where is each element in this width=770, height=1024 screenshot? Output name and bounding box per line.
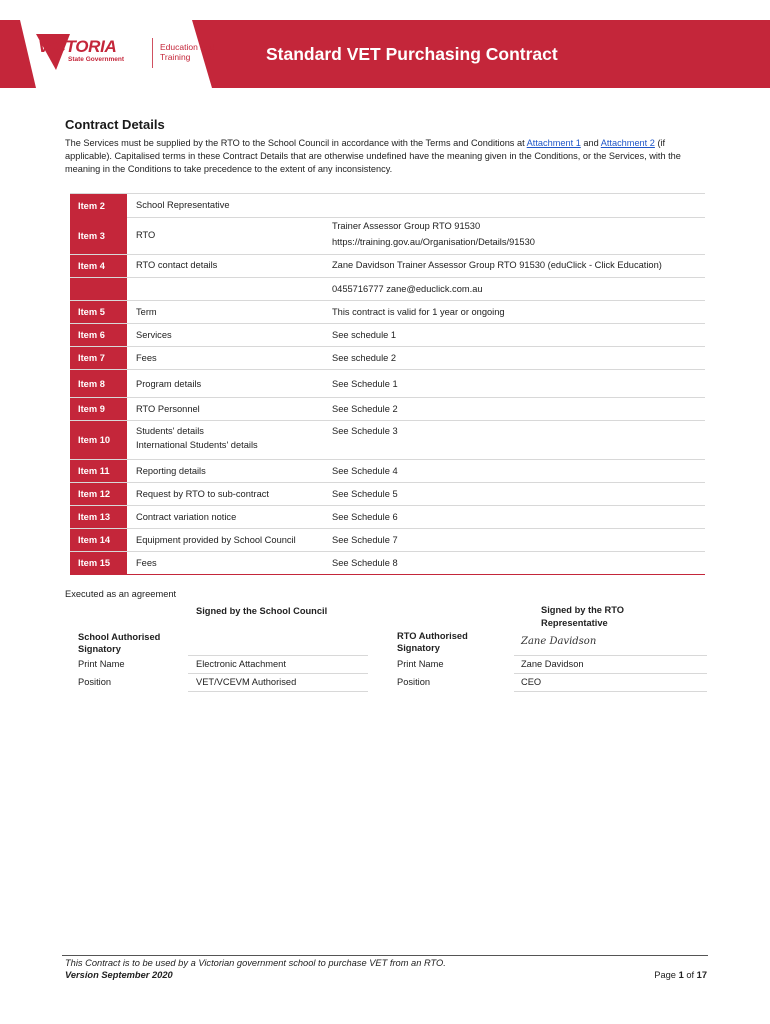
item-value-2: https://training.gov.au/Organisation/Details/91530 [332,237,535,247]
victoria-logo [36,34,216,74]
table-row [70,506,705,529]
print-name-label: Print Name [78,659,125,669]
table-row [70,483,705,506]
item-value: See Schedule 8 [332,558,398,568]
item-label: Services [136,330,172,340]
document-title: Standard VET Purchasing Contract [266,44,558,64]
item-number: Item 4 [70,255,127,277]
item-number: Item 13 [70,506,127,528]
school-print-name: Electronic Attachment [196,659,286,669]
table-row [70,421,705,460]
brand-divider [152,38,153,68]
item-label: Program details [136,379,202,389]
print-name-label: Print Name [397,659,444,669]
item-value: See schedule 1 [332,330,397,340]
item-value: See Schedule 5 [332,489,398,499]
attachment-2-link[interactable]: Attachment 2 [600,138,655,148]
table-row [70,529,705,552]
item-label: Students' details [136,426,204,436]
item-number: Item 3 [70,217,127,254]
table-row [70,193,705,218]
item-label: School Representative [136,200,230,210]
table-row [70,398,705,421]
item-label: Fees [136,558,157,568]
item-label: Request by RTO to sub-contract [136,489,269,499]
table-row [70,217,705,255]
table-row [70,324,705,347]
rto-signatory-label: RTO Authorised Signatory [397,631,468,653]
item-label-2: International Students' details [136,440,258,450]
rto-signature-heading: Signed by the RTO Representative [541,605,624,628]
item-label: RTO [136,230,156,240]
item-number: Item 8 [70,370,127,397]
table-row [70,460,705,483]
school-signature-heading: Signed by the School Council [196,606,328,616]
executed-statement: Executed as an agreement [65,589,177,599]
intro-text-1: The Services must be supplied by the RTO to the School Council in accordance with the Terms and Conditions at [65,138,527,148]
item-label: Reporting details [136,466,206,476]
table-row [70,370,705,398]
item-value: See Schedule 1 [332,379,398,389]
item-value: See Schedule 3 [332,426,398,436]
item-number: Item 14 [70,529,127,551]
item-label: Fees [136,353,157,363]
item-number: Item 12 [70,483,127,505]
divider [514,691,707,692]
brand-name: VICTORIA [38,37,117,56]
item-value: This contract is valid for 1 year or ongoing [332,307,505,317]
page-total: 17 [696,970,707,980]
school-signatory-label: School Authorised Signatory [78,632,161,654]
rto-position: CEO [521,677,542,687]
divider [514,673,707,674]
section-title: Contract Details [65,117,165,132]
divider [514,655,707,656]
item-value: See Schedule 7 [332,535,398,545]
item-number: Item 5 [70,301,127,323]
divider [188,655,368,656]
item-number: Item 6 [70,324,127,346]
item-label: Equipment provided by School Council [136,535,296,545]
brand-sub: State Government [68,56,124,63]
item-value: Trainer Assessor Group RTO 91530 [332,221,481,231]
item-value: See Schedule 6 [332,512,398,522]
table-row [70,301,705,324]
item-value: 0455716777 zane@educlick.com.au [332,284,483,294]
page-prefix: Page [654,970,679,980]
intro-text-3: (if applicable). Capitalised terms in these Contract Details that are otherwise undefined have the meaning given in the Conditions, or the Services, with the meaning in the Conditions to take precedence to the extent of any inconsistency. [65,138,681,174]
item-number: Item 9 [70,398,127,420]
item-label: RTO Personnel [136,404,200,414]
item-number: Item 15 [70,552,127,574]
item-number [70,278,127,300]
position-label: Position [78,677,112,687]
department-name: Education and Training [160,42,215,62]
school-position: VET/VCEVM Authorised [196,677,297,687]
page-of: of [683,970,697,980]
page-current: 1 [678,970,684,980]
divider [188,691,368,692]
item-value: Zane Davidson Trainer Assessor Group RTO 91530 (eduClick - Click Education) [332,260,662,270]
position-label: Position [397,677,431,687]
footer-rule [62,955,708,956]
table-row [70,278,705,301]
item-number: Item 11 [70,460,127,482]
page-header [0,20,770,88]
table-row [70,255,705,278]
footer-note: This Contract is to be used by a Victorian government school to purchase VET from an RTO. [65,958,446,968]
divider [188,673,368,674]
footer-version: Version September 2020 [65,970,173,980]
table-row [70,552,705,575]
rto-signature: Zane Davidson [521,636,597,647]
item-value: See schedule 2 [332,353,397,363]
page-number [654,970,707,980]
intro-text-2: and [580,138,601,148]
item-number: Item 2 [70,194,127,217]
item-label: Contract variation notice [136,512,237,522]
item-number: Item 10 [70,421,127,459]
rto-print-name: Zane Davidson [521,659,584,669]
table-row [70,347,705,370]
item-value: See Schedule 4 [332,466,398,476]
item-value: See Schedule 2 [332,404,398,414]
attachment-1-link[interactable]: Attachment 1 [526,138,581,148]
item-number: Item 7 [70,347,127,369]
item-label: RTO contact details [136,260,218,270]
intro-paragraph [65,137,705,176]
item-label: Term [136,307,157,317]
